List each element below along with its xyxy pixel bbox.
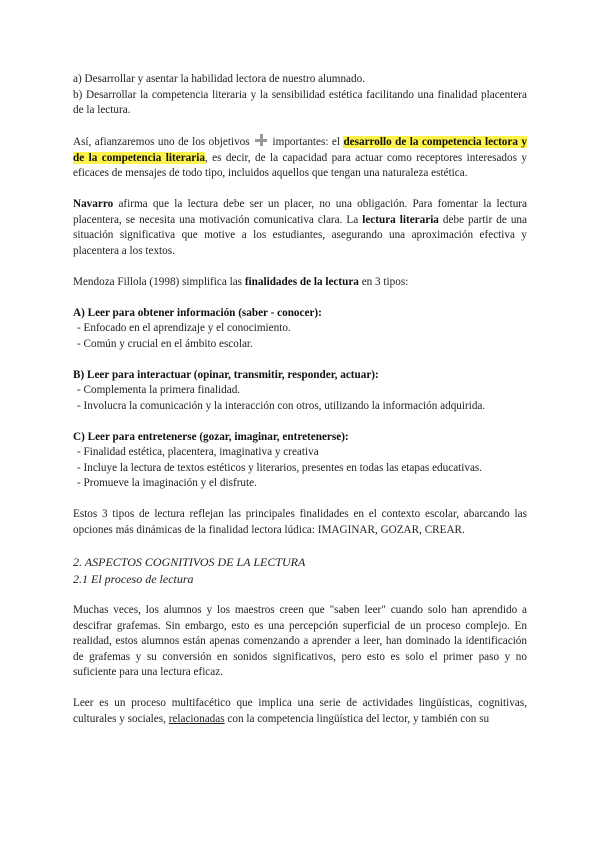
author-name: Navarro	[73, 198, 114, 210]
bold-term: finalidades de la lectura	[244, 275, 359, 288]
paragraph-text: Así, afianzaremos uno de los objetivos	[73, 136, 250, 148]
list-item: - Complementa la primera finalidad.	[77, 384, 241, 396]
list-item: - Involucra la comunicación y la interacción con otros, utilizando la información adquirida.	[77, 399, 486, 412]
underlined-text: relacionadas	[168, 712, 225, 725]
section-heading: 2. ASPECTOS COGNITIVOS DE LA LECTURA	[73, 554, 306, 569]
paragraph-summary: Estos 3 tipos de lectura reflejan las principales finalidades en el contexto escolar, abarcando las opciones más dinámicas de la finalidad lectora lúdica: IMAGINAR, GOZAR, CREAR.	[73, 508, 527, 536]
list-item: - Promueve la imaginación y el disfrute.	[77, 477, 257, 489]
section-title: A) Leer para obtener información (saber - conocer):	[73, 306, 322, 319]
list-item: - Incluye la lectura de textos estéticos y literarios, presentes en todas las etapas educativas.	[77, 461, 483, 474]
section-a	[73, 306, 527, 353]
highlighted-text: desarrollo de la competencia lectora y de la competencia literaria	[73, 136, 527, 164]
section-title: B) Leer para interactuar (opinar, transmitir, responder, actuar):	[73, 368, 379, 381]
plus-icon	[255, 134, 267, 146]
section-b	[73, 368, 527, 415]
paragraph-leer-proceso: Leer es un proceso multifacético que implica una serie de actividades lingüísticas, cognitivas, culturales y sociales, relacionadas con la competencia lingüística del lector, y también con su	[73, 697, 527, 725]
paragraph-text: , es decir, de la capacidad para actuar como receptores interesados y eficaces de mensajes de todo tipo, incluidos aquellos que tengan una naturaleza estética.	[73, 151, 527, 179]
paragraph-text: importantes: el	[272, 136, 340, 148]
intro-item-b: b) Desarrollar la competencia literaria y la sensibilidad estética facilitando una finalidad placentera de la lectura.	[73, 88, 527, 116]
list-item: - Enfocado en el aprendizaje y el conocimiento.	[77, 322, 291, 334]
paragraph-mendoza: Mendoza Fillola (1998) simplifica las finalidades de la lectura en 3 tipos:	[73, 275, 409, 288]
document-body	[73, 72, 527, 727]
section-c	[73, 430, 527, 492]
intro-item-a: a) Desarrollar y asentar la habilidad lectora de nuestro alumnado.	[73, 73, 365, 85]
subsection-heading: 2.1 El proceso de lectura	[73, 571, 194, 586]
paragraph-objetivos	[73, 134, 527, 182]
list-item: - Común y crucial en el ámbito escolar.	[77, 337, 253, 350]
paragraph-saber-leer: Muchas veces, los alumnos y los maestros creen que "saben leer" cuando solo han aprendido a descifrar grafemas. Sin embargo, esto es una percepción superficial de un proceso complejo. En realidad, estos alumnos están apenas comenzando a aprender a leer, han dominado la identificación de grafemas y su conversión en sonidos significativos, pero esto es solo el primer paso y no suficiente para una lectura eficaz.	[73, 604, 527, 678]
bold-term: lectura literaria	[362, 213, 439, 226]
section-title: C) Leer para entretenerse (gozar, imaginar, entretenerse):	[73, 430, 349, 443]
list-item: - Finalidad estética, placentera, imaginativa y creativa	[77, 446, 319, 458]
paragraph-navarro: Navarro afirma que la lectura debe ser un placer, no una obligación. Para fomentar la lectura placentera, se necesita una motivación comunicativa clara. La lectura literaria debe partir de una situación significativa que motive a los estudiantes, asegurando una aproximación efectiva y placentera a los textos.	[73, 198, 527, 257]
